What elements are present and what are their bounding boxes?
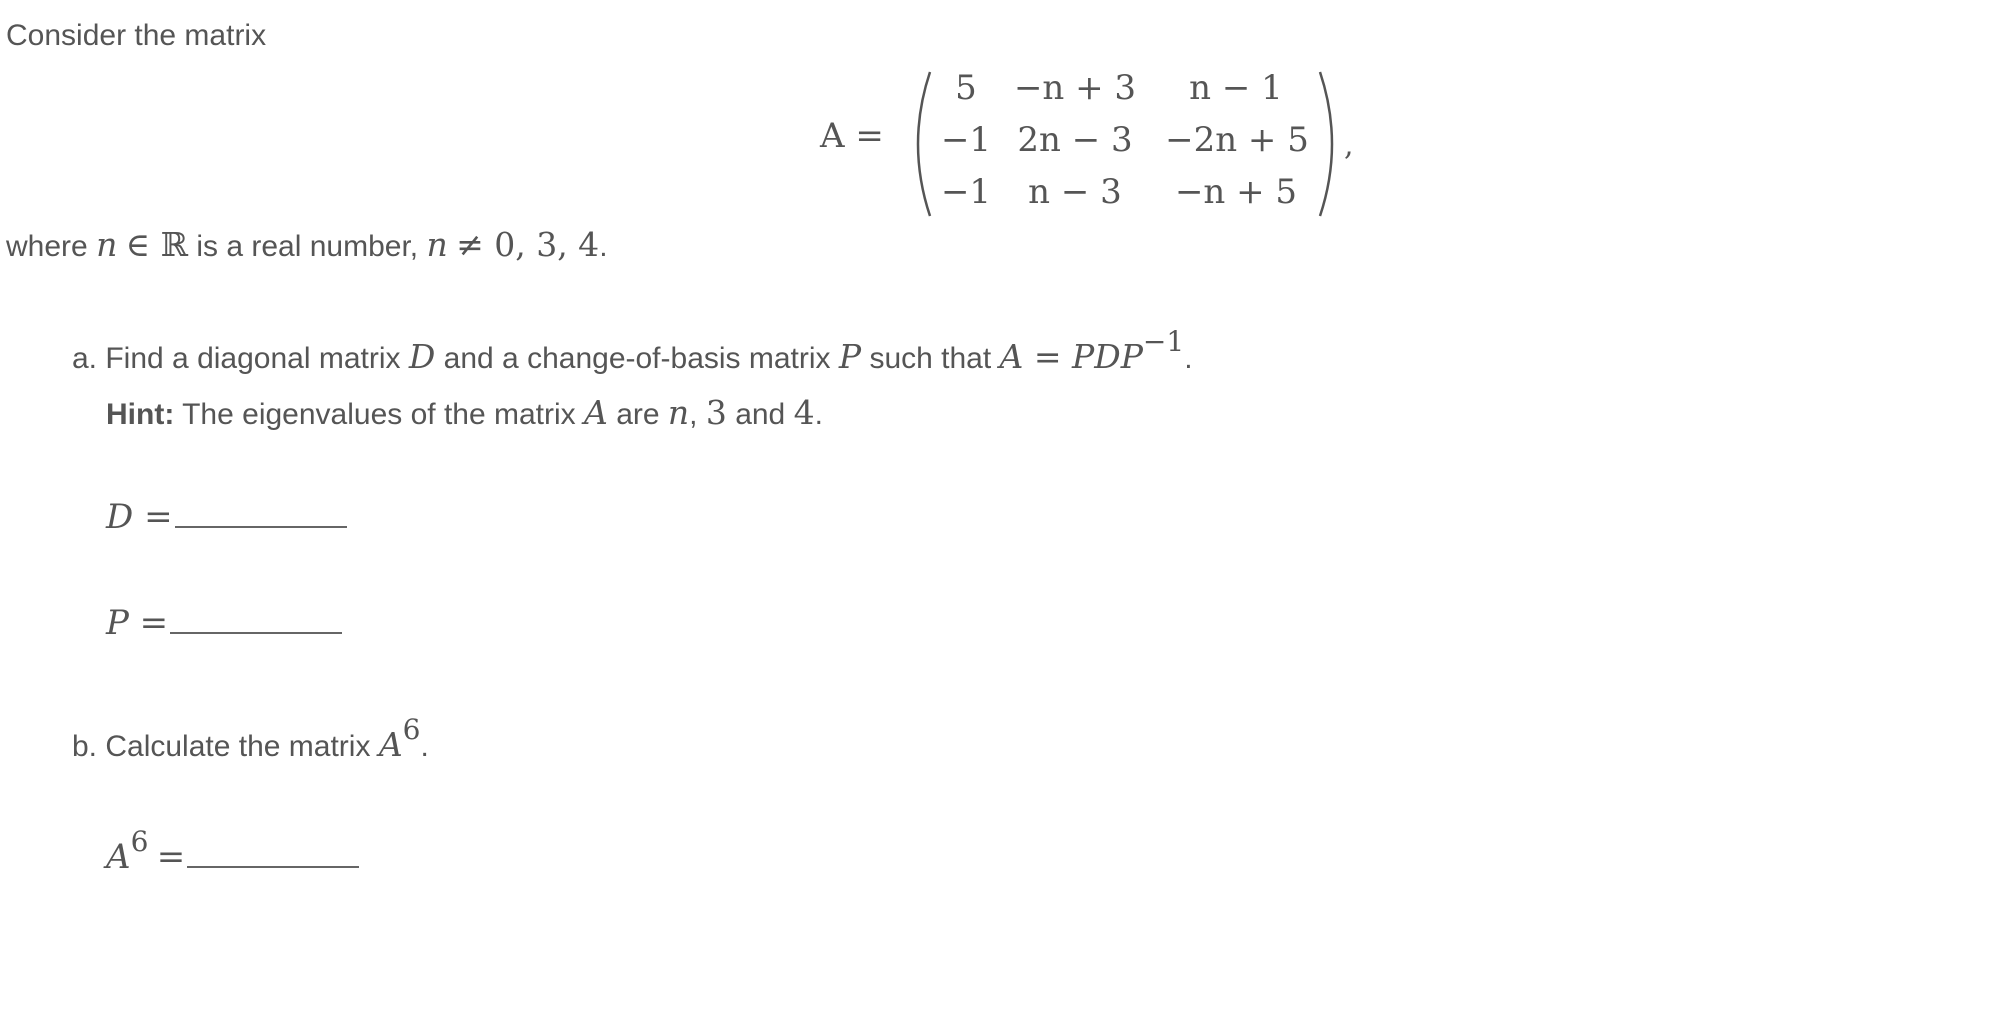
condition-period: . [599,230,608,263]
answer-P-blank[interactable] [170,632,342,634]
matrix-cell-r3c3: −n + 5 [1174,172,1298,212]
matrix-lhs: A = [820,116,884,156]
hint-4: 4 [793,393,815,432]
intro-label: Consider the matrix [6,19,267,52]
condition-member: ∈ ℝ [125,225,189,264]
matrix-cell-r2c3: −2n + 5 [1165,120,1309,160]
part-a-mid2: such that [869,342,992,375]
answer-D-label: D = [106,497,173,537]
part-a-prefix: a. Find a diagonal matrix [72,342,401,375]
part-a-mid1: and a change-of-basis matrix [443,342,831,375]
matrix-comma: , [1344,128,1354,163]
part-a-hint [106,394,823,434]
hint-text-1: The eigenvalues of the matrix [182,398,576,431]
answer-A6-blank[interactable] [187,866,359,868]
part-a-question [72,325,1193,378]
answer-P-row [106,604,342,644]
answer-D-row [106,498,347,538]
condition-middle: is a real number, [196,230,419,263]
part-a-eq-PDP: PDP [1072,337,1143,376]
matrix-cell-r1c3: n − 1 [1189,68,1283,108]
matrix-cell-r2c1: −1 [940,120,992,160]
answer-A6-base: A [106,837,131,877]
matrix-equation [820,64,1380,224]
matrix-cell-r2c2: 2n − 3 [1017,120,1133,160]
part-b-A: A [378,725,403,764]
matrix-cell-r3c1: −1 [940,172,992,212]
hint-period: . [814,398,823,431]
answer-P-label: P = [106,603,169,643]
condition-text [6,226,608,266]
part-a-P: P [838,337,862,376]
intro-text [6,17,266,55]
hint-sep: , [689,398,698,431]
part-b-prefix: b. Calculate the matrix [72,730,371,763]
hint-3: 3 [705,393,727,432]
part-b-question [72,713,429,766]
hint-A: A [584,393,608,432]
part-a-D: D [408,337,436,376]
condition-var-n2: n [426,225,448,264]
matrix-cell-r3c2: n − 3 [1028,172,1122,212]
condition-var-n: n [96,225,118,264]
condition-prefix: where [6,230,88,263]
answer-A6-eq: = [156,837,186,877]
answer-D-blank[interactable] [175,526,347,528]
answer-A6-row [106,825,359,878]
matrix-cell-r1c2: −n + 3 [1013,68,1137,108]
hint-and: and [735,398,786,431]
matrix-cell-r1c1: 5 [955,68,977,108]
part-a-period: . [1184,342,1193,375]
hint-text-2: are [616,398,660,431]
part-b-exponent: 6 [402,713,421,746]
condition-exclusion: ≠ 0, 3, 4 [456,225,600,264]
answer-A6-exponent: 6 [130,825,149,858]
part-b-period: . [420,730,429,763]
hint-n: n [667,393,690,432]
part-a-eq-exponent: −1 [1142,325,1185,358]
part-a-eq-sign: = [1023,337,1073,376]
part-a-eq-A: A [999,337,1024,376]
hint-label: Hint: [106,398,175,431]
